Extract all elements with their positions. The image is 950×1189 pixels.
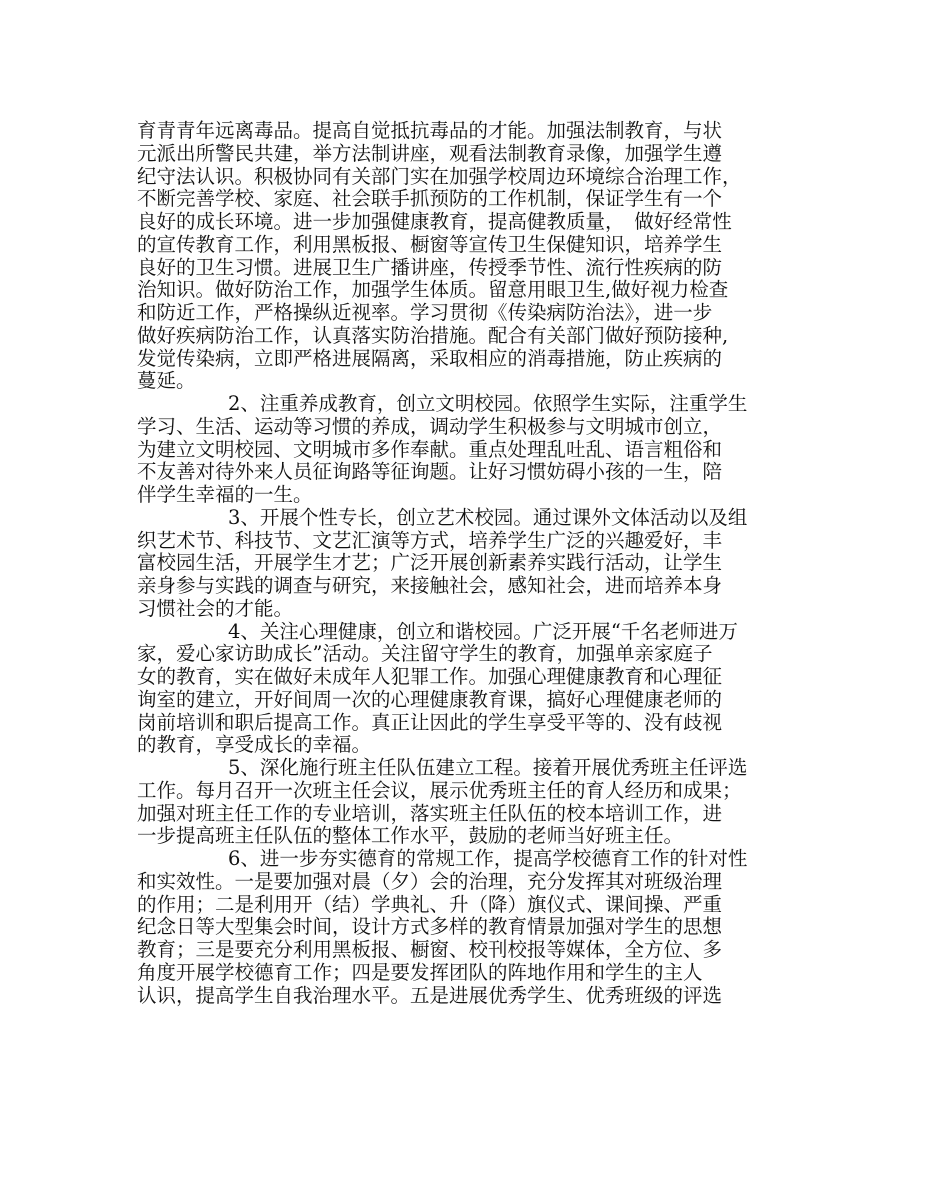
text-line: 教育；三是要充分利用黑板报、橱窗、校刊校报等媒体，全方位、多 <box>137 938 723 961</box>
text-line: 不友善对待外来人员征询路等征询题。让好习惯妨碍小孩的一生，陪 <box>137 460 723 484</box>
paragraph-start-5: 5、深化施行班主任队伍建立工程。接着开展优秀班主任评选 <box>228 756 748 779</box>
text-line: 做好疾病防治工作，认真落实防治措施。配合有关部门做好预防接种, <box>137 323 729 347</box>
paragraph-start-4: 4、关注心理健康，创立和谐校园。广泛开展“千名老师进万 <box>228 619 738 643</box>
paragraph-start-2: 2、注重养成教育，创立文明校园。依照学生实际，注重学生 <box>228 392 748 415</box>
text-line: 询室的建立，开好间周一次的心理健康教育课，搞好心理健康老师的 <box>137 687 723 711</box>
text-line: 元派出所警民共建，举方法制讲座，观看法制教育录像，加强学生遵 <box>137 141 723 165</box>
paragraph-start-3: 3、开展个性专长，创立艺术校园。通过课外文体活动以及组 <box>228 505 748 529</box>
text-line: 家，爱心家访助成长”活动。关注留守学生的教育，加强单亲家庭子 <box>137 642 713 666</box>
text-line: 和防近工作，严格操纵近视率。学习贯彻《传染病防治法》，进一步 <box>137 301 713 324</box>
text-line: 良好的成长环境。进一步加强健康教育，提高健教质量， 做好经常性 <box>137 210 732 233</box>
text-line: 为建立文明校园、文明城市多作奉献。重点处理乱吐乱、语言粗俗和 <box>137 437 723 461</box>
text-line: 女的教育，实在做好未成年人犯罪工作。加强心理健康教育和心理征 <box>137 665 723 688</box>
text-line: 和实效性。一是要加强对晨（夕）会的治理，充分发挥其对班级治理 <box>137 869 723 893</box>
text-line: 学习、生活、运动等习惯的养成，调动学生积极参与文明城市创立， <box>137 414 723 438</box>
text-line: 伴学生幸福的一生。 <box>137 483 313 506</box>
text-line: 蔓延。 <box>137 369 196 393</box>
text-line: 的作用；二是利用开（结）学典礼、升（降）旗仪式、课间操、严重 <box>137 892 723 916</box>
text-line: 纪守法认识。积极协同有关部门实在加强学校周边环境综合治理工作， <box>137 164 742 188</box>
text-line: 织艺术节、科技节、文艺汇演等方式，培养学生广泛的兴趣爱好，丰 <box>137 528 723 552</box>
text-line: 习惯社会的才能。 <box>137 596 294 620</box>
text-line: 角度开展学校德育工作；四是要发挥团队的阵地作用和学生的主人 <box>137 960 703 984</box>
body-text <box>137 120 817 1007</box>
text-line: 富校园生活，开展学生才艺；广泛开展创新素养实践行活动，让学生 <box>137 551 723 575</box>
text-line: 治知识。做好防治工作，加强学生体质。留意用眼卫生,做好视力检查 <box>137 278 729 302</box>
text-line: 发觉传染病，立即严格进展隔离，采取相应的消毒措施，防止疾病的 <box>137 346 723 370</box>
paragraph-start-6: 6、进一步夯实德育的常规工作，提高学校德育工作的针对性 <box>228 847 748 870</box>
text-line: 工作。每月召开一次班主任会议，展示优秀班主任的育人经历和成果； <box>137 778 742 802</box>
text-line: 的教育，享受成长的幸福。 <box>137 733 372 757</box>
text-line: 育青青年远离毒品。提高自觉抵抗毒品的才能。加强法制教育，与状 <box>137 119 723 142</box>
text-line: 不断完善学校、家庭、社会联手抓预防的工作机制，保证学生有一个 <box>137 187 723 211</box>
text-line: 纪念日等大型集会时间，设计方式多样的教育情景加强对学生的思想 <box>137 915 723 939</box>
text-line: 加强对班主任工作的专业培训，落实班主任队伍的校本培训工作，进 <box>137 801 723 825</box>
text-line: 良好的卫生习惯。进展卫生广播讲座，传授季节性、流行性疾病的防 <box>137 255 723 279</box>
text-line: 亲身参与实践的调查与研究，来接触社会，感知社会，进而培养本身 <box>137 574 723 597</box>
text-line: 一步提高班主任队伍的整体工作水平，鼓励的老师当好班主任。 <box>137 824 684 848</box>
text-line: 的宣传教育工作，利用黑板报、橱窗等宣传卫生保健知识，培养学生 <box>137 232 723 256</box>
text-line: 认识，提高学生自我治理水平。五是进展优秀学生、优秀班级的评选 <box>137 983 723 1007</box>
text-line: 岗前培训和职后提高工作。真正让因此的学生享受平等的、没有歧视 <box>137 710 723 734</box>
